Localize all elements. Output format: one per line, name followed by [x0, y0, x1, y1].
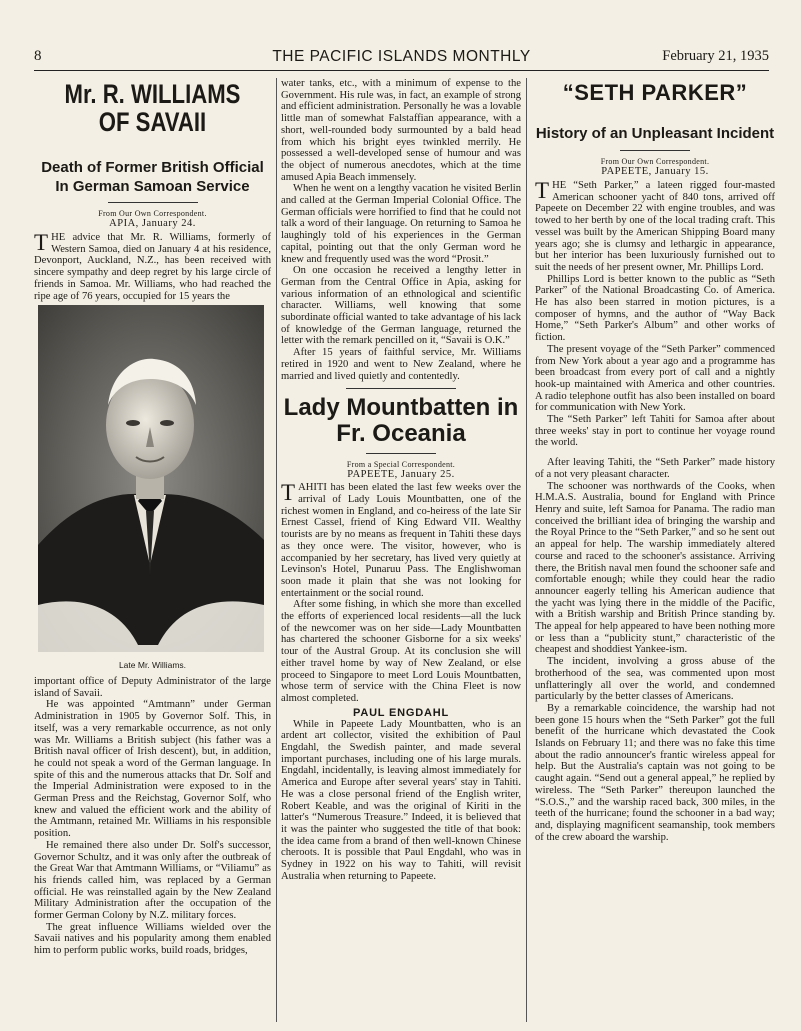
williams-paragraph: water tanks, etc., with a minimum of expense to the Government. His rule was, in fact, an example of strong and efficient administration. Personally he was a lovable little man of somewhat Falstaffian appearance, with a short, well-rounded body surmounted by a bald head from which his bright eyes twinkled merrily. He possessed a well-developed sense of humour and was the object of numerous anecdotes, which at the time amused Apia Beach immensely. [281, 78, 521, 183]
publication-title: THE PACIFIC ISLANDS MONTHLY [272, 48, 531, 65]
williams-paragraph: He was appointed “Amtmann” under German Administration in 1905 by Governor Solf. This, in itself, was a very remarkable occurrence, as not only was Mr. Williams a British subject (his father was a British naval officer of Irish descent), but, in addition, he could not speak a word of the German language. In spite of this and the numerous attacks that Dr. Solf and the Imperial Administration were exposed to in the German Press and the Reichstag, Governor Solf, who knew and valued the efficient work and the ability of the Amtmann, retained Mr. Williams in his responsible position. [34, 699, 271, 840]
column-one [34, 80, 271, 302]
seth-paragraph: After leaving Tahiti, the “Seth Parker” made history of a not very pleasant character. [535, 457, 775, 480]
photo-caption: Late Mr. Williams. [118, 660, 187, 670]
williams-lead-text: HE advice that Mr. R. Williams, formerly of Western Samoa, died on January 4 at his residence, Devonport, Auckland, N.Z., has been received with sincere sympathy and deep regret by his large circle of friends in Samoa. Mr. Williams, who had reached the ripe age of 76 years, occupied for 15 years the [34, 232, 271, 302]
mountbatten-lead [281, 482, 521, 599]
williams-paragraph: When he went on a lengthy vacation he visited Berlin and called at the German Imperial Colonial Office. The German officials were horrified to find that he could not talk a word of their language. On returning to Samoa he laughingly told of his experiences in the German capital, pointing out that the only German word he knew and frequently used was the word “Prosit.” [281, 183, 521, 265]
mountbatten-source: From a Special Correspondent. [346, 460, 456, 470]
mountbatten-headline: Lady Mountbatten in Fr. Oceania [283, 394, 519, 448]
williams-headline: Mr. R. WILLIAMS OF SAVAII [64, 79, 241, 137]
williams-paragraph: After 15 years of faithful service, Mr. Williams retired in 1920 and went to New Zealand, where he married and lived quietly and contentedly. [281, 347, 521, 382]
column-two [281, 78, 521, 882]
seth-paragraph: Phillips Lord is better known to the public as “Seth Parker” of the National Broadcasting Co. of America. He has also been starred in motion pictures, is a composer of hymns, and the author of “Way Back Home,” “Seth Parker's Album” and other works of fiction. [535, 273, 775, 344]
divider [620, 150, 690, 151]
seth-paragraph: By a remarkable coincidence, the warship had not been gone 15 hours when the “Seth Parker” got the full benefit of the hurricane which devastated the Cook Islands on February 11; and there was no fake this time about the radio announcer's frantic wireless appeal for help. But the Australia's captain was not going to be caught again. “Send out a general appeal,” he replied by wireless. The “Seth Parker” thereupon launched the “S.O.S.,” and the warship raced back, 300 miles, in the teeth of the hurricane; found the schooner in a bad way; and, displaying magnificent seamanship, took members of the crew aboard the warship. [535, 702, 775, 843]
drop-cap: T [535, 178, 550, 203]
seth-lead-text: HE “Seth Parker,” a lateen rigged four-masted American schooner yacht of 840 tons, arrived off Papeete on December 22 with engine troubles, and was towed to her berth by one of the local trading craft. This vessel was built by the American Shipping Board many years ago; she is clumsy and lethargic in appearance, but her interior has been luxuriously furnished out to suit the needs of her present owner, Mr. Phillips Lord. [535, 180, 775, 273]
divider [108, 202, 198, 203]
seth-paragraph: The “Seth Parker” left Tahiti for Samoa after about three weeks' stay in port to continue her voyage round the world. [535, 414, 775, 449]
column-three [535, 80, 775, 843]
mountbatten-paragraph: After some fishing, in which she more than excelled the efforts of experienced local residents—all the luck of the newcomer was on her side—Lady Mountbatten has chartered the schooner Gisborne for a six weeks' tour of the Austral Group. At its conclusion she will either travel home by way of New Zealand, or else proceed to Singapore to meet Lord Louis Mountbatten, whose term of service with the China Fleet is now almost completed. [281, 599, 521, 704]
williams-dateline: APIA, January 24. [109, 218, 196, 229]
seth-paragraph: The incident, involving a gross abuse of the brotherhood of the sea, was commented upon most unflatteringly all over the world, and condemned particularly by the better classes of Americans. [535, 656, 775, 703]
mountbatten-dateline: PAPEETE, January 25. [347, 469, 455, 481]
seth-subheadline: History of an Unpleasant Incident [535, 125, 775, 142]
column-divider [526, 78, 527, 1022]
williams-source: From Our Own Correspondent. [98, 209, 207, 218]
mountbatten-lead-text: AHITI has been elated the last few weeks over the arrival of Lady Louis Mountbatten, one of the richest women in England, and co-heiress of the late Sir Ernest Cassel, friend of King Edward VII. Wealthy tourists are by no means as frequent in Tahiti these days as they once were. The visitor, however, who is accompanied by her secretary, has lived very quietly at Levinson's Hotel, Punaruu Pass. The Englishwoman soon made it plain that she was not looking for entertainment or the social round. [281, 482, 521, 599]
williams-paragraph: The great influence Williams wielded over the Savaii natives and his popularity among them enabled him to perform public works, build roads, bridges, [34, 921, 271, 957]
williams-lead [34, 232, 271, 302]
issue-date: February 21, 1935 [662, 48, 769, 64]
williams-subheadline: Death of Former British Official In German Samoan Service [41, 159, 264, 195]
drop-cap: T [34, 230, 49, 255]
williams-portrait-photo [38, 305, 264, 652]
seth-source: From Our Own Correspondent. [600, 157, 710, 166]
seth-paragraph: The present voyage of the “Seth Parker” commenced from New York about a year ago and a programme has been broadcast from every port of call and a nightly hook-up maintained with America and other countries. A radio telephone outfit has also been installed on board for communication with New York. [535, 343, 775, 414]
divider [366, 453, 436, 454]
williams-continued [34, 676, 271, 957]
drop-cap: T [281, 480, 296, 506]
page-number: 8 [34, 48, 42, 64]
page-header [34, 48, 769, 71]
engdahl-subheading: PAUL ENGDAHL [353, 706, 449, 719]
williams-paragraph: He remained there also under Dr. Solf's successor, Governor Schultz, and it was only after the outbreak of the Great War that Amtmann Williams, or “Viliamu” as his friends called him, was replaced by a German official. He was reinstalled again by the New Zealand Military Administration after the occupation of the former German Colony by N.Z. military forces. [34, 839, 271, 922]
seth-dateline: PAPEETE, January 15. [601, 166, 709, 177]
portrait-image [38, 305, 264, 652]
column-divider [276, 78, 277, 1022]
williams-paragraph: On one occasion he received a lengthy letter in German from the Central Office in Apia, asking for various information of an ethnological and scientific character. Williams, well knowing that some subordinate official wanted to take advantage of his lack of knowledge of the German language, returned the letter with the remark pencilled on it, “Savaii is O.K.” [281, 265, 521, 347]
engdahl-paragraph: While in Papeete Lady Mountbatten, who is an ardent art collector, visited the exhibition of Paul Engdahl, the Swedish painter, and made several important purchases, including one of his large murals. Engdahl, incidentally, is leaving almost immediately for America and Europe after several years' stay in Tahiti. He was a close personal friend of the English writer, Robert Keable, and was the original of Kiriti in the latter's “Numerous Treasure.” Indeed, it is believed that it was the painter who suggested the title of that book: the idea came from a brand of then well-known Chinese cheroots. It is possible that Paul Engdahl, who was in Sydney in 1922 on his way to Tahiti, will revisit Australia when returning to Papeete. [281, 718, 521, 882]
seth-lead [535, 180, 775, 274]
seth-paragraph: The schooner was northwards of the Cooks, when H.M.A.S. Australia, bound for England with Prince Henry and suite, left Samoa for Panama. The radio man conceived the brilliant idea of bringing the warship and the Royal Prince to the “Seth Parker,” and so he sent out an appeal for help. The warship immediately altered course and raced to the schooner's assistance. Arriving there, the British naval men found the schooner safe and comfortable enough; while they could hear the radio announcer eagerly telling his American audience that the yacht was lying there in the middle of the Pacific, with a British warship and British Prince standing by. The appeal for help appeared to have been nothing more or less than a “publicity stunt,” characteristic of the cheapest and shoddiest Yankee-ism. [535, 480, 775, 656]
williams-paragraph: important office of Deputy Administrator of the large island of Savaii. [34, 676, 271, 699]
seth-headline: “SETH PARKER” [562, 80, 748, 105]
divider [346, 388, 456, 389]
